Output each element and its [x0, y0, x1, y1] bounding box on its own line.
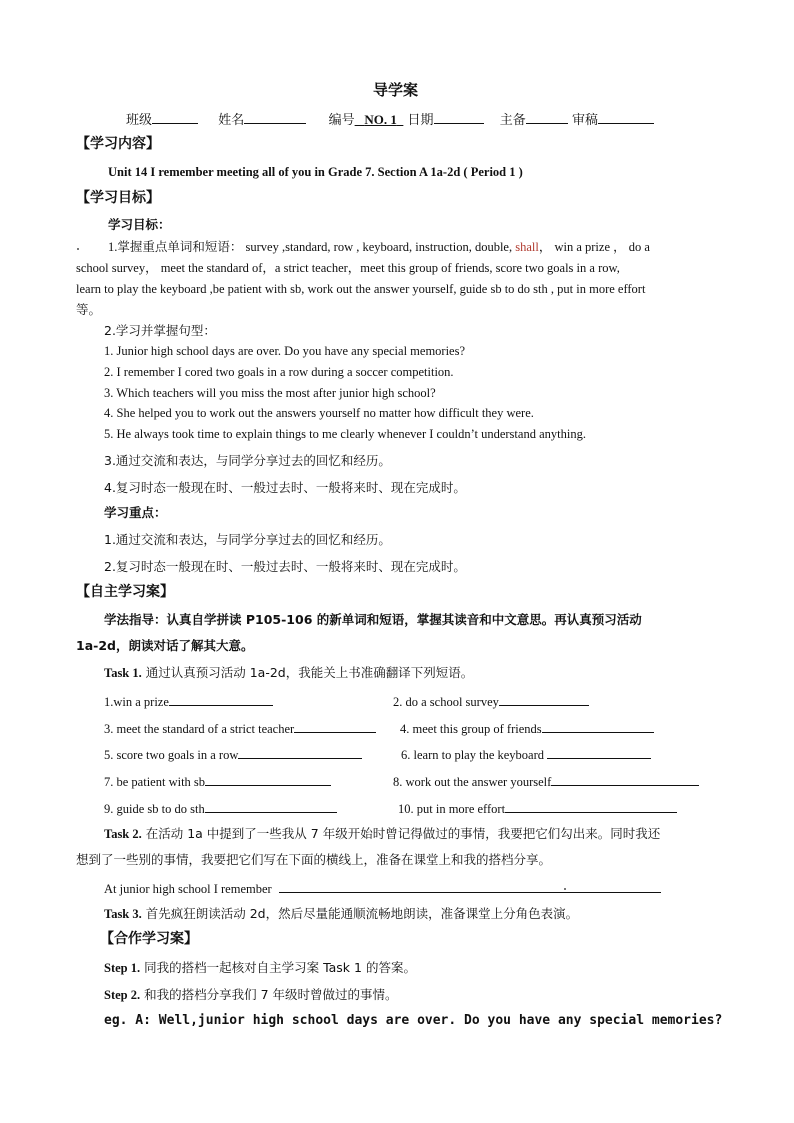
phrase-10: 10. put in more effort	[398, 800, 677, 817]
example-sentence: eg. A: Well,junior high school days are over. Do you have any special memories?	[104, 1013, 723, 1028]
goal1-red-word: shall	[515, 240, 539, 254]
task2-line2: 想到了一些别的事情，我要把它们写在下面的横线上，准备在课堂上和我的搭档分享。	[76, 852, 552, 867]
phrase-5: 5. score two goals in a row	[104, 746, 362, 763]
goal2-title: 2.学习并掌握句型：	[104, 323, 216, 338]
phrase-7-blank[interactable]	[205, 773, 331, 786]
page-title: 导学案	[373, 81, 419, 99]
goals-heading: 【学习目标】	[76, 190, 160, 206]
phrase-2: 2. do a school survey	[393, 693, 589, 710]
number-label: 编号	[328, 113, 355, 128]
date-label: 日期	[407, 113, 434, 128]
coop-heading: 【合作学习案】	[100, 931, 198, 947]
review-field[interactable]	[598, 111, 654, 124]
key-subheading: 学习重点：	[104, 505, 167, 520]
goal1-line4: 等。	[76, 302, 102, 317]
task2-line1: Task 2. 在活动 1a 中提到了一些我从 7 年级开始时曾记得做过的事情，我要把它们勾出来。同时我还	[104, 826, 661, 841]
sentence-3: 3. Which teachers will you miss the most after junior high school?	[104, 386, 436, 400]
phrase-1: 1.win a prize	[104, 693, 273, 710]
sentence-4: 4. She helped you to work out the answers yourself no matter how difficult they were.	[104, 406, 534, 420]
goal1-line1: 1.掌握重点单词和短语： survey ,standard, row , keyboard, instruction, double, shall， win a prize ， do a	[108, 240, 650, 254]
name-label: 姓名	[218, 113, 245, 128]
phrase-1-blank[interactable]	[169, 693, 273, 706]
sentence-5: 5. He always took time to explain things to me clearly whenever I couldn’t understand anything.	[104, 427, 586, 441]
review-label: 审稿	[571, 113, 598, 128]
class-label: 班级	[126, 113, 153, 128]
key2: 2.复习时态一般现在时、一般过去时、一般将来时、现在完成时。	[104, 559, 466, 574]
name-field[interactable]	[244, 111, 306, 124]
study-guide-line1: 学法指导：认真自学拼读 P105-106 的新单词和短语，掌握其读音和中文意思。再认真预习活动	[104, 612, 642, 627]
key1: 1.通过交流和表达，与同学分享过去的回忆和经历。	[104, 532, 391, 547]
phrase-9-blank[interactable]	[205, 800, 337, 813]
goal1-line3: learn to play the keyboard ,be patient with sb, work out the answer yourself, guide sb to do sth , put in more effort	[76, 282, 646, 296]
number-value: NO. 1	[364, 112, 397, 127]
content-heading: 【学习内容】	[76, 136, 160, 152]
phrase-6-blank[interactable]	[547, 746, 651, 759]
task3: Task 3. 首先疯狂朗读活动 2d，然后尽量能通顺流畅地朗读，准备课堂上分角色表演。	[104, 906, 579, 921]
phrase-6: 6. learn to play the keyboard	[401, 746, 651, 763]
phrase-3: 3. meet the standard of a strict teacher	[104, 720, 376, 737]
remember-blank[interactable]	[279, 880, 661, 893]
step2: Step 2. 和我的搭档分享我们 7 年级时曾做过的事情。	[104, 987, 398, 1002]
remember-line: At junior high school I remember	[104, 880, 661, 897]
task1: Task 1. 通过认真预习活动 1a-2d，我能关上书准确翻译下列短语。	[104, 665, 474, 680]
study-guide-line2: 1a-2d，朗读对话了解其大意。	[76, 638, 254, 653]
phrase-4: 4. meet this group of friends	[400, 720, 654, 737]
content-text: Unit 14 I remember meeting all of you in Grade 7. Section A 1a-2d ( Period 1 )	[108, 165, 523, 179]
goal4: 4.复习时态一般现在时、一般过去时、一般将来时、现在完成时。	[104, 480, 466, 495]
phrase-5-blank[interactable]	[238, 746, 362, 759]
phrase-8-blank[interactable]	[551, 773, 699, 786]
lead-label: 主备	[499, 113, 526, 128]
class-field[interactable]	[152, 111, 198, 124]
phrase-2-blank[interactable]	[499, 693, 589, 706]
phrase-10-blank[interactable]	[505, 800, 677, 813]
step1: Step 1. 同我的搭档一起核对自主学习案 Task 1 的答案。	[104, 960, 416, 975]
phrase-8: 8. work out the answer yourself	[393, 773, 699, 790]
margin-mark	[77, 248, 79, 250]
goals-subheading: 学习目标：	[108, 217, 171, 232]
goal3: 3.通过交流和表达，与同学分享过去的回忆和经历。	[104, 453, 391, 468]
phrase-9: 9. guide sb to do sth	[104, 800, 337, 817]
self-study-heading: 【自主学习案】	[76, 584, 174, 600]
date-field[interactable]	[434, 111, 484, 124]
goal1-line2: school survey， meet the standard of，a strict teacher，meet this group of friends, score two goals in a row,	[76, 261, 620, 275]
phrase-4-blank[interactable]	[542, 720, 654, 733]
phrase-3-blank[interactable]	[294, 720, 376, 733]
sentence-2: 2. I remember I cored two goals in a row during a soccer competition.	[104, 365, 454, 379]
phrase-7: 7. be patient with sb	[104, 773, 331, 790]
header-info-row	[126, 111, 654, 129]
stray-mark	[564, 888, 566, 890]
sentence-1: 1. Junior high school days are over. Do you have any special memories?	[104, 344, 466, 358]
lead-field[interactable]	[526, 111, 568, 124]
